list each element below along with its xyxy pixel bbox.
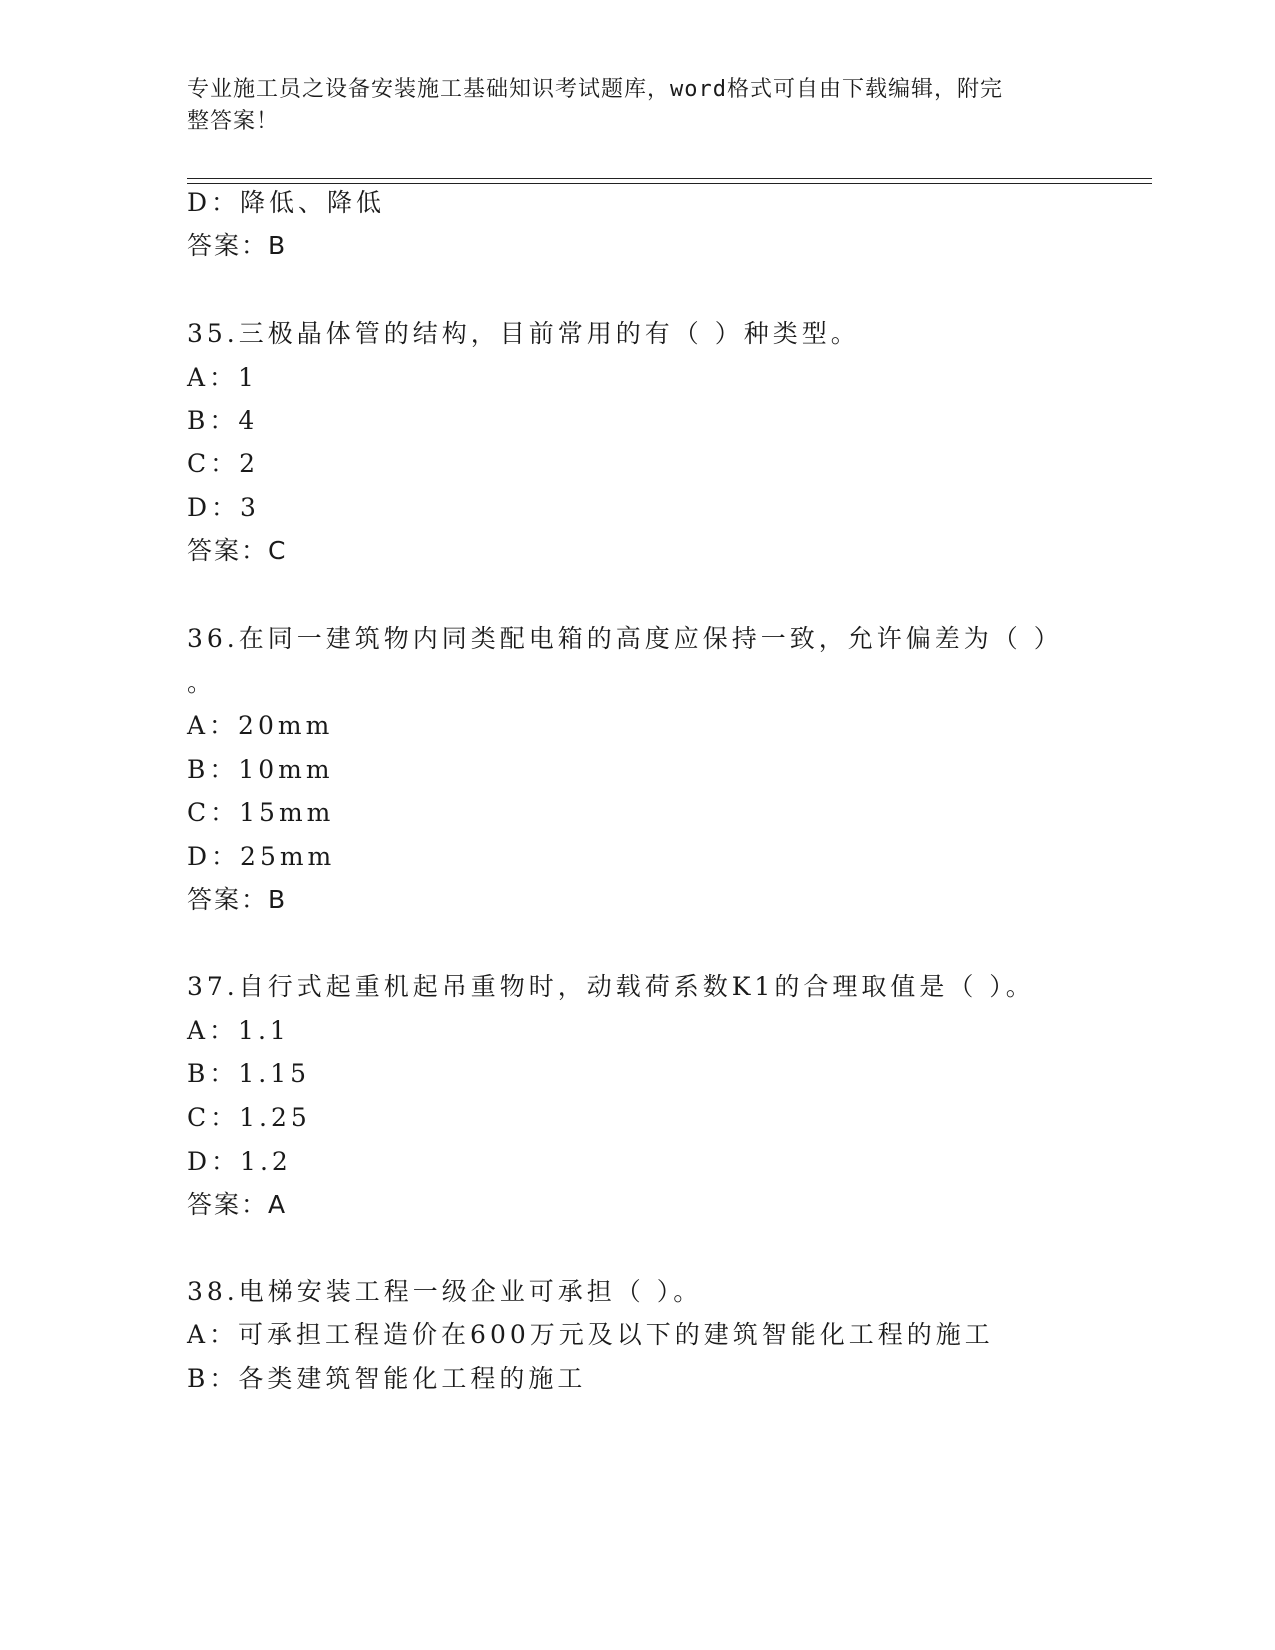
q36-answer: 答案：B — [187, 885, 288, 914]
q37-option-a: A：1.1 — [187, 1016, 290, 1045]
q35-question: 35.三极晶体管的结构，目前常用的有（ ）种类型。 — [187, 319, 860, 348]
header-line-1: 专业施工员之设备安装施工基础知识考试题库，word格式可自由下载编辑，附完 — [187, 77, 1003, 102]
q36-question-line-2: 。 — [187, 668, 217, 697]
q35-option-b: B：4 — [187, 406, 259, 435]
q36-option-c: C：15mm — [187, 798, 335, 827]
q36-option-d: D：25mm — [187, 842, 336, 871]
header-divider-top — [187, 178, 1152, 179]
header-divider-bottom — [187, 183, 1152, 184]
q36-question-line-1: 36.在同一建筑物内同类配电箱的高度应保持一致，允许偏差为（ ） — [187, 624, 1063, 653]
header-line-2: 整答案！ — [187, 109, 280, 134]
prev-answer: 答案：B — [187, 231, 288, 260]
document-header — [187, 74, 1067, 138]
q36-option-a: A：20mm — [187, 711, 334, 740]
q37-answer: 答案：A — [187, 1190, 288, 1219]
q37-option-b: B：1.15 — [187, 1059, 311, 1088]
q37-option-c: C：1.25 — [187, 1103, 311, 1132]
q38-option-a: A：可承担工程造价在600万元及以下的建筑智能化工程的施工 — [187, 1320, 994, 1349]
prev-option-d: D：降低、降低 — [187, 188, 386, 217]
q37-option-d: D：1.2 — [187, 1147, 292, 1176]
q36-option-b: B：10mm — [187, 755, 334, 784]
q35-option-c: C：2 — [187, 449, 260, 478]
q35-option-d: D：3 — [187, 493, 260, 522]
q37-question: 37.自行式起重机起吊重物时，动载荷系数K1的合理取值是（ ）。 — [187, 972, 1035, 1001]
q35-option-a: A：1 — [187, 363, 258, 392]
q35-answer: 答案：C — [187, 536, 288, 565]
q38-option-b: B：各类建筑智能化工程的施工 — [187, 1364, 587, 1393]
q38-question: 38.电梯安装工程一级企业可承担（ ）。 — [187, 1277, 703, 1306]
